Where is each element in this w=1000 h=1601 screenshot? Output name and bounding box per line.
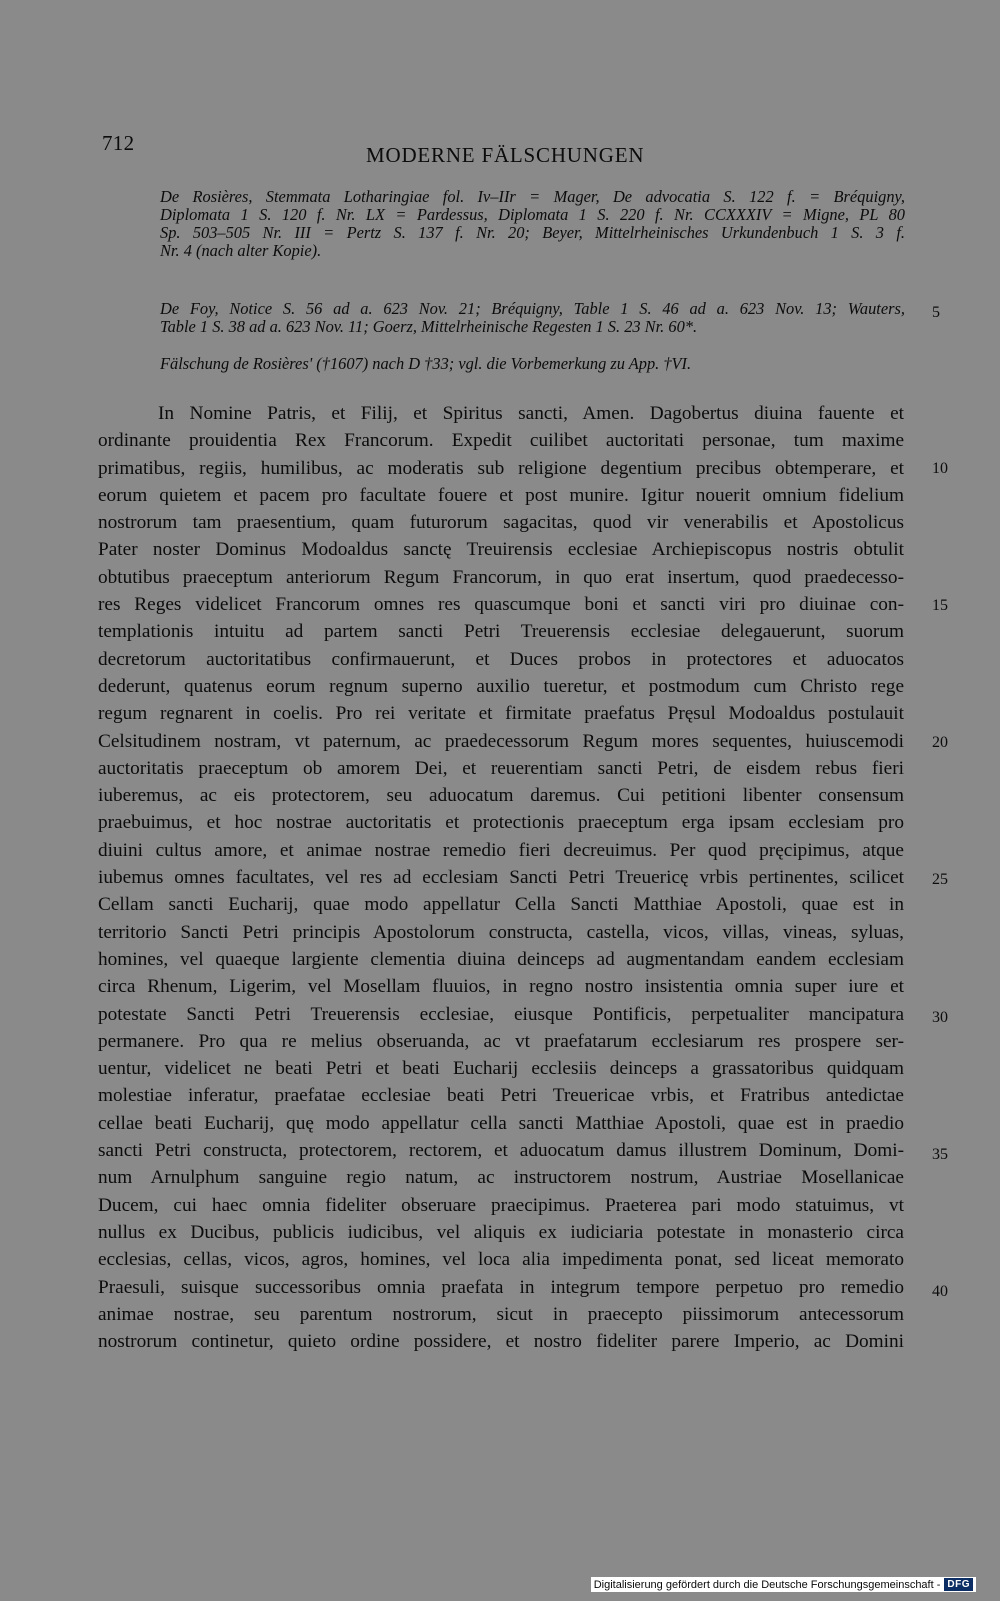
text-line: nostrorum tam praesentium, quam futurorum sagacitas, quod vir venerabilis et Apostolicus [98, 512, 904, 534]
text-line: Cellam sancti Eucharij, quae modo appellatur Cella Sancti Matthiae Apostoli, quae est in [98, 894, 904, 916]
line-number: 40 [932, 1283, 948, 1300]
text-line: homines, vel quaeque largiente clementia diuina deinceps ad augmentandam eandem ecclesiam [98, 948, 904, 970]
apparatus-note [160, 355, 905, 373]
text-line: templationis intuitu ad partem sancti Petri Treuerensis ecclesiae delegauerunt, suorum [98, 621, 904, 643]
text-line: res Reges videlicet Francorum omnes res quascumque boni et sancti viri pro diuinae con- [98, 594, 904, 616]
line-number: 25 [932, 871, 948, 888]
text-line: cellae beati Eucharij, quę modo appellatur cella sancti Matthiae Apostoli, quae est in praedio [98, 1112, 904, 1134]
text-line: ecclesias, cellas, vicos, agros, homines, vel loca alia impedimenta ponat, sed liceat memorato [98, 1249, 904, 1271]
line-number: 10 [932, 460, 948, 477]
text-line: decretorum auctoritatibus confirmauerunt, et Duces probos in protectores et aduocatos [98, 648, 904, 670]
running-title: MODERNE FÄLSCHUNGEN [366, 143, 645, 167]
apparatus-editions [160, 188, 905, 260]
line-number: 5 [932, 304, 940, 321]
text-line: iubemus omnes facultates, vel res ad ecclesiam Sancti Petri Treuericę vrbis pertinentes, scilicet [98, 867, 904, 889]
text-line: sancti Petri constructa, protectorem, rectorem, et aduocatum damus illustrem Dominum, Domi- [98, 1140, 904, 1162]
text-line: auctoritatis praeceptum ob amorem Dei, et reuerentiam sancti Petri, de eisdem rebus fieri [98, 757, 904, 779]
text-line: Pater noster Dominus Modoaldus sanctę Treuirensis ecclesiae Archiepiscopus nostris obtulit [98, 539, 904, 561]
text-line: obtutibus praeceptum anteriorum Regum Francorum, in quo erat insertum, quod praedecesso- [98, 566, 904, 588]
page-number: 712 [102, 131, 135, 155]
text-line: dederunt, quatenus eorum regnum superno auxilio tueretur, et postmodum cum Christo rege [98, 675, 904, 697]
text-line: molestiae inferatur, praefatae ecclesiae beati Petri Treuericae vrbis, et Fratribus antedictae [98, 1085, 904, 1107]
apparatus-line: Diplomata 1 S. 120 f. Nr. LX = Pardessus, Diplomata 1 S. 220 f. Nr. CCXXXIV = Migne, PL 80 [160, 205, 905, 224]
dfg-logo: DFG [944, 1578, 973, 1591]
text-line: eorum quietem et pacem pro facultate fouere et post munire. Igitur nouerit omnium fidelium [98, 484, 904, 506]
text-line: Praesuli, suisque successoribus omnia praefata in integrum tempore perpetuo pro remedio [98, 1276, 904, 1298]
text-line: nullus ex Ducibus, publicis iudicibus, vel aliquis ex iudiciaria potestate in monasterio circa [98, 1221, 904, 1243]
text-line: In Nomine Patris, et Filij, et Spiritus sancti, Amen. Dagobertus diuina fauente et [158, 403, 904, 424]
text-line: permanere. Pro qua re melius obseruanda, ac vt praefatarum ecclesiarum res prospere ser- [98, 1030, 904, 1052]
text-line: circa Rhenum, Ligerim, vel Mosellam fluuios, in regno nostro insistentia omnia super iure et [98, 976, 904, 998]
credit-text: Digitalisierung gefördert durch die Deutsche Forschungsgemeinschaft - [593, 1578, 941, 1591]
text-line: diuini cultus amore, et animae nostrae remedio fieri decreuimus. Per quod pręcipimus, atque [98, 839, 904, 861]
apparatus-line: Table 1 S. 38 ad a. 623 Nov. 11; Goerz, Mittelrheinische Regesten 1 S. 23 Nr. 60*. [160, 317, 698, 336]
apparatus-line: De Foy, Notice S. 56 ad a. 623 Nov. 21; Bréquigny, Table 1 S. 46 ad a. 623 Nov. 13; Wauters, [160, 299, 905, 318]
apparatus-line: Sp. 503–505 Nr. III = Pertz S. 137 f. Nr. 20; Beyer, Mittelrheinisches Urkundenbuch 1 S. 3 f. [160, 223, 905, 242]
text-line: num Arnulphum sanguine regio natum, ac instructorem nostrum, Austriae Mosellanicae [98, 1167, 904, 1189]
text-line: potestate Sancti Petri Treuerensis ecclesiae, eiusque Pontificis, perpetualiter mancipatura [98, 1003, 904, 1025]
text-line: Ducem, cui haec omnia fideliter obseruare praecipimus. Praeterea pari modo statuimus, vt [98, 1194, 904, 1216]
text-line: nostrorum continetur, quieto ordine possidere, et nostro fideliter parere Imperio, ac Domini [98, 1331, 904, 1353]
text-line: iuberemus, ac eis protectorem, seu aduocatum daremus. Cui petitioni libenter consensum [98, 785, 904, 807]
text-line: Celsitudinem nostram, vt paternum, ac praedecessorum Regum mores sequentes, huiuscemodi [98, 730, 904, 752]
text-line: territorio Sancti Petri principis Apostolorum constructa, castella, vicos, villas, vineas, syluas, [98, 921, 904, 943]
apparatus-line: Fälschung de Rosières' (†1607) nach D †33; vgl. die Vorbemerkung zu App. †VI. [160, 354, 692, 373]
text-line: praebuimus, et hoc nostrae auctoritatis et protectionis praeceptum erga ipsam ecclesiam pro [98, 812, 904, 834]
apparatus-line: Nr. 4 (nach alter Kopie). [160, 241, 322, 260]
line-number: 30 [932, 1009, 948, 1026]
text-line: primatibus, regiis, humilibus, ac moderatis sub religione degentium precibus obtemperare, et [98, 457, 904, 479]
main-text [98, 400, 904, 1355]
apparatus-regesta [160, 300, 905, 336]
line-number: 20 [932, 734, 948, 751]
apparatus-line: De Rosières, Stemmata Lotharingiae fol. Iv–IIr = Mager, De advocatia S. 122 f. = Bréquigny, [160, 187, 905, 206]
text-line: regum regnarent in coelis. Pro rei veritate et firmitate praefatus Pręsul Modoaldus postulauit [98, 703, 904, 725]
text-line: ordinante prouidentia Rex Francorum. Expedit cuilibet auctoritati personae, tum maxime [98, 430, 904, 452]
text-line: uentur, videlicet ne beati Petri et beati Eucharij ecclesiis deinceps a grassatoribus quidquam [98, 1058, 904, 1080]
text-line: animae nostrae, seu parentum nostrorum, sicut in praecepto piissimorum antecessorum [98, 1303, 904, 1325]
digitization-credit [591, 1577, 976, 1592]
line-number: 15 [932, 597, 948, 614]
line-number: 35 [932, 1146, 948, 1163]
